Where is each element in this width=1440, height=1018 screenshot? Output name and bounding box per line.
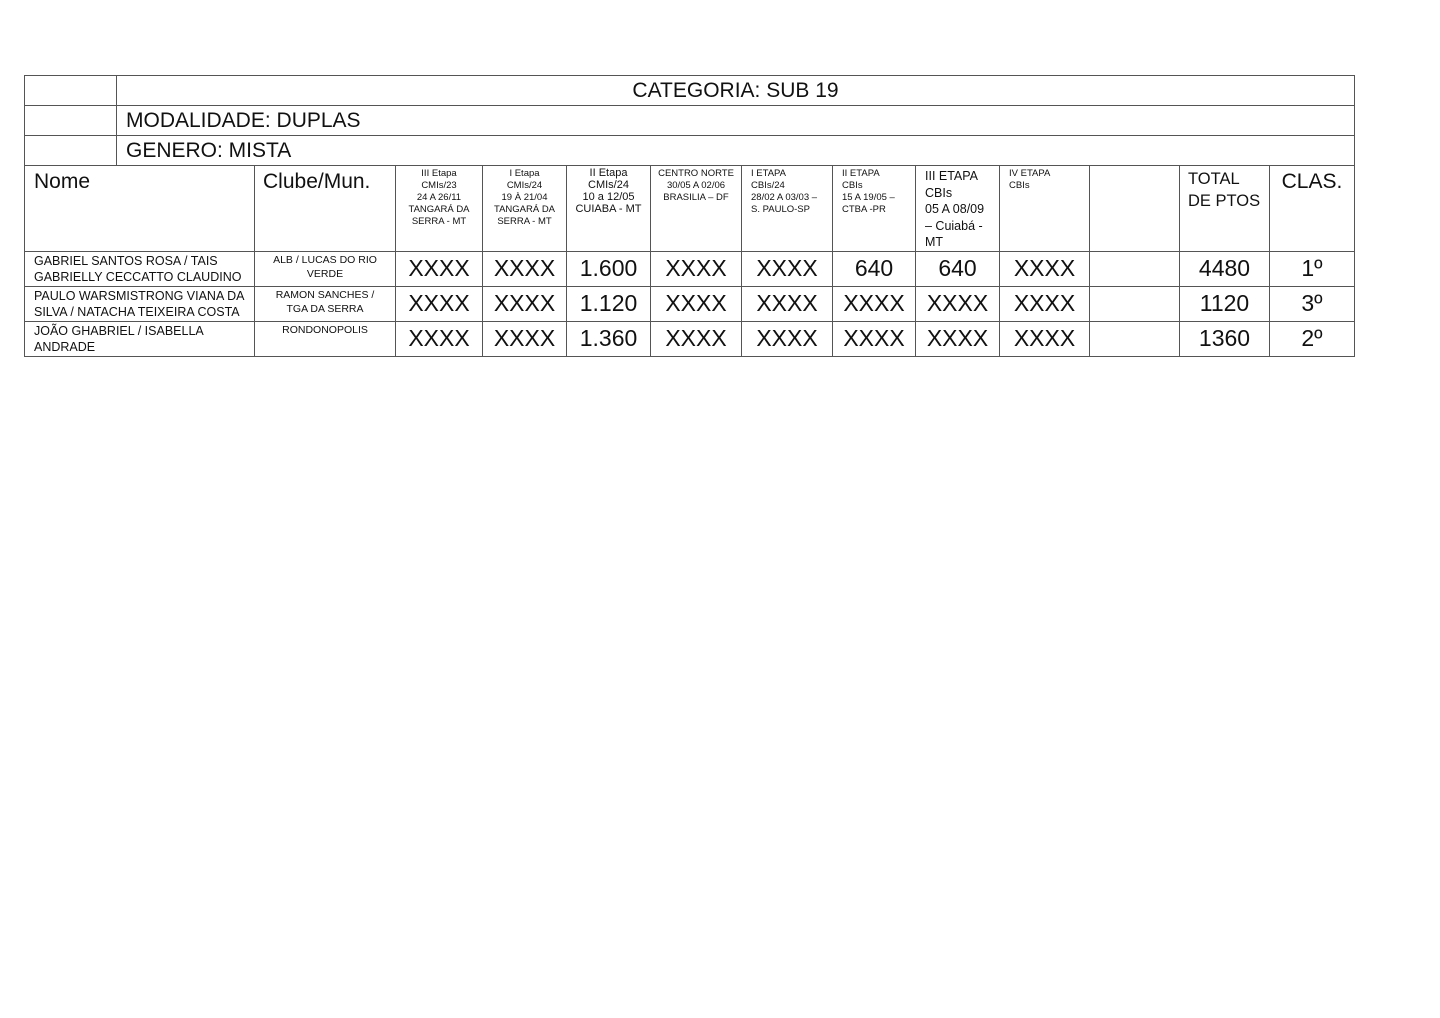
- header-blank-cell: [25, 106, 117, 136]
- club-line: TGA DA SERRA: [286, 302, 364, 315]
- stage-header-line: CMIs/24: [506, 180, 543, 191]
- stage-header-line: CBIs: [842, 180, 863, 191]
- stage-header-line: IV ETAPA: [1009, 168, 1051, 179]
- categoria-row: [25, 76, 1355, 106]
- stage-header-line: BRASILIA – DF: [663, 192, 729, 203]
- club-line: RAMON SANCHES /: [275, 288, 375, 301]
- stage-points-cell: XXXX: [916, 286, 1000, 321]
- stage-header-line: MT: [925, 235, 944, 249]
- stage-header-line: CBIs: [925, 185, 953, 200]
- stage-header-line: CMIs/24: [588, 179, 629, 191]
- stage-points-cell: 1.360: [567, 321, 651, 356]
- classification-cell: 1º: [1270, 251, 1355, 286]
- genero-row: [25, 136, 1355, 166]
- stage-header-line: 05 A 08/09: [925, 202, 985, 216]
- stage-header-line: S. PAULO-SP: [751, 204, 810, 215]
- categoria-label: CATEGORIA: SUB 19: [117, 76, 1355, 106]
- col-header-stage: [396, 166, 483, 252]
- modalidade-row: [25, 106, 1355, 136]
- stage-points-cell: XXXX: [651, 251, 742, 286]
- club-line: VERDE: [306, 267, 344, 280]
- stage-header-line: 28/02 A 03/03 –: [751, 192, 818, 203]
- stage-points-cell: XXXX: [1000, 321, 1090, 356]
- classification-cell: 3º: [1270, 286, 1355, 321]
- club-cell: [255, 321, 396, 356]
- stage-header-line: CTBA -PR: [842, 204, 886, 215]
- header-table: [24, 75, 1355, 166]
- stage-points-cell: XXXX: [833, 321, 916, 356]
- stage-points-cell: XXXX: [396, 286, 483, 321]
- stage-points-cell: [1090, 251, 1180, 286]
- stage-points-cell: XXXX: [916, 321, 1000, 356]
- col-header-total: [1180, 166, 1270, 252]
- stage-points-cell: XXXX: [651, 286, 742, 321]
- stage-header-line: II ETAPA: [842, 168, 880, 179]
- col-header-clube: Clube/Mun.: [255, 166, 396, 252]
- stage-points-cell: XXXX: [742, 251, 833, 286]
- stage-points-cell: XXXX: [1000, 286, 1090, 321]
- stage-points-cell: XXXX: [396, 321, 483, 356]
- stage-points-cell: XXXX: [396, 251, 483, 286]
- stage-points-cell: XXXX: [483, 321, 567, 356]
- stage-header-line: CUIABA - MT: [575, 203, 642, 215]
- ranking-table: [24, 165, 1355, 357]
- player-names-line: ANDRADE: [34, 340, 96, 354]
- stage-points-cell: [1090, 286, 1180, 321]
- stage-points-cell: 1.120: [567, 286, 651, 321]
- table-row: [25, 251, 1355, 286]
- stage-header-line: I ETAPA: [751, 168, 787, 179]
- club-line: ALB / LUCAS DO RIO: [273, 253, 377, 266]
- player-names-cell: [25, 321, 255, 356]
- header-blank-cell: [25, 76, 117, 106]
- table-row: [25, 286, 1355, 321]
- stage-header-line: III Etapa: [421, 168, 457, 179]
- stage-points-cell: XXXX: [833, 286, 916, 321]
- stage-points-cell: XXXX: [1000, 251, 1090, 286]
- stage-header-line: 10 a 12/05: [582, 191, 635, 203]
- stage-header-line: – Cuiabá -: [925, 218, 983, 233]
- stage-points-cell: XXXX: [651, 321, 742, 356]
- col-header-stage: [742, 166, 833, 252]
- col-header-nome: Nome: [25, 166, 255, 252]
- stage-header-line: III ETAPA: [925, 169, 979, 183]
- player-names-cell: [25, 286, 255, 321]
- player-names-line: JOÃO GHABRIEL / ISABELLA: [34, 323, 204, 338]
- total-header-line1: TOTAL: [1188, 170, 1240, 188]
- stage-points-cell: 640: [833, 251, 916, 286]
- stage-points-cell: XXXX: [742, 321, 833, 356]
- col-header-stage: [567, 166, 651, 252]
- stage-header-line: 19 À 21/04: [501, 192, 548, 203]
- club-cell: [255, 286, 396, 321]
- player-names-line: PAULO WARSMISTRONG VIANA DA: [34, 288, 245, 303]
- player-names-line: GABRIELLY CECCATTO CLAUDINO: [34, 270, 242, 284]
- stage-header-line: TANGARÁ DA: [493, 204, 556, 215]
- col-header-stage: [483, 166, 567, 252]
- total-header-line2: DE PTOS: [1188, 192, 1261, 210]
- stage-header-line: 30/05 A 02/06: [666, 180, 726, 191]
- player-names-line: GABRIEL SANTOS ROSA / TAIS: [34, 253, 218, 268]
- stage-header-line: CBIs: [1009, 180, 1030, 191]
- total-points-cell: 4480: [1180, 251, 1270, 286]
- stage-points-cell: XXXX: [483, 286, 567, 321]
- total-points-cell: 1120: [1180, 286, 1270, 321]
- col-header-stage: [833, 166, 916, 252]
- stage-header-line: CMIs/23: [421, 180, 457, 191]
- stage-header-line: I Etapa: [509, 168, 540, 179]
- classification-cell: 2º: [1270, 321, 1355, 356]
- stage-points-cell: XXXX: [742, 286, 833, 321]
- stage-header-line: TANGARÁ DA: [408, 204, 470, 215]
- stage-points-cell: 1.600: [567, 251, 651, 286]
- col-header-clas: CLAS.: [1270, 166, 1355, 252]
- header-blank-cell: [25, 136, 117, 166]
- col-header-stage: [1090, 166, 1180, 252]
- stage-header-line: SERRA - MT: [497, 216, 552, 227]
- col-header-stage: [651, 166, 742, 252]
- club-cell: [255, 251, 396, 286]
- col-header-stage: [916, 166, 1000, 252]
- stage-header-line: 15 A 19/05 –: [842, 192, 895, 203]
- player-names-cell: [25, 251, 255, 286]
- stage-header-line: 24 A 26/11: [416, 192, 462, 203]
- stage-points-cell: [1090, 321, 1180, 356]
- column-header-row: [25, 166, 1355, 252]
- total-points-cell: 1360: [1180, 321, 1270, 356]
- col-header-stage: [1000, 166, 1090, 252]
- stage-header-line: CBIs/24: [751, 180, 785, 191]
- stage-points-cell: XXXX: [483, 251, 567, 286]
- stage-header-line: II Etapa: [589, 167, 628, 179]
- club-line: RONDONOPOLIS: [282, 323, 368, 336]
- stage-header-line: CENTRO NORTE: [658, 168, 734, 179]
- stage-header-line: SERRA - MT: [411, 216, 467, 227]
- modalidade-label: MODALIDADE: DUPLAS: [117, 106, 1355, 136]
- genero-label: GENERO: MISTA: [117, 136, 1355, 166]
- player-names-line: SILVA / NATACHA TEIXEIRA COSTA: [34, 305, 240, 319]
- table-row: [25, 321, 1355, 356]
- stage-points-cell: 640: [916, 251, 1000, 286]
